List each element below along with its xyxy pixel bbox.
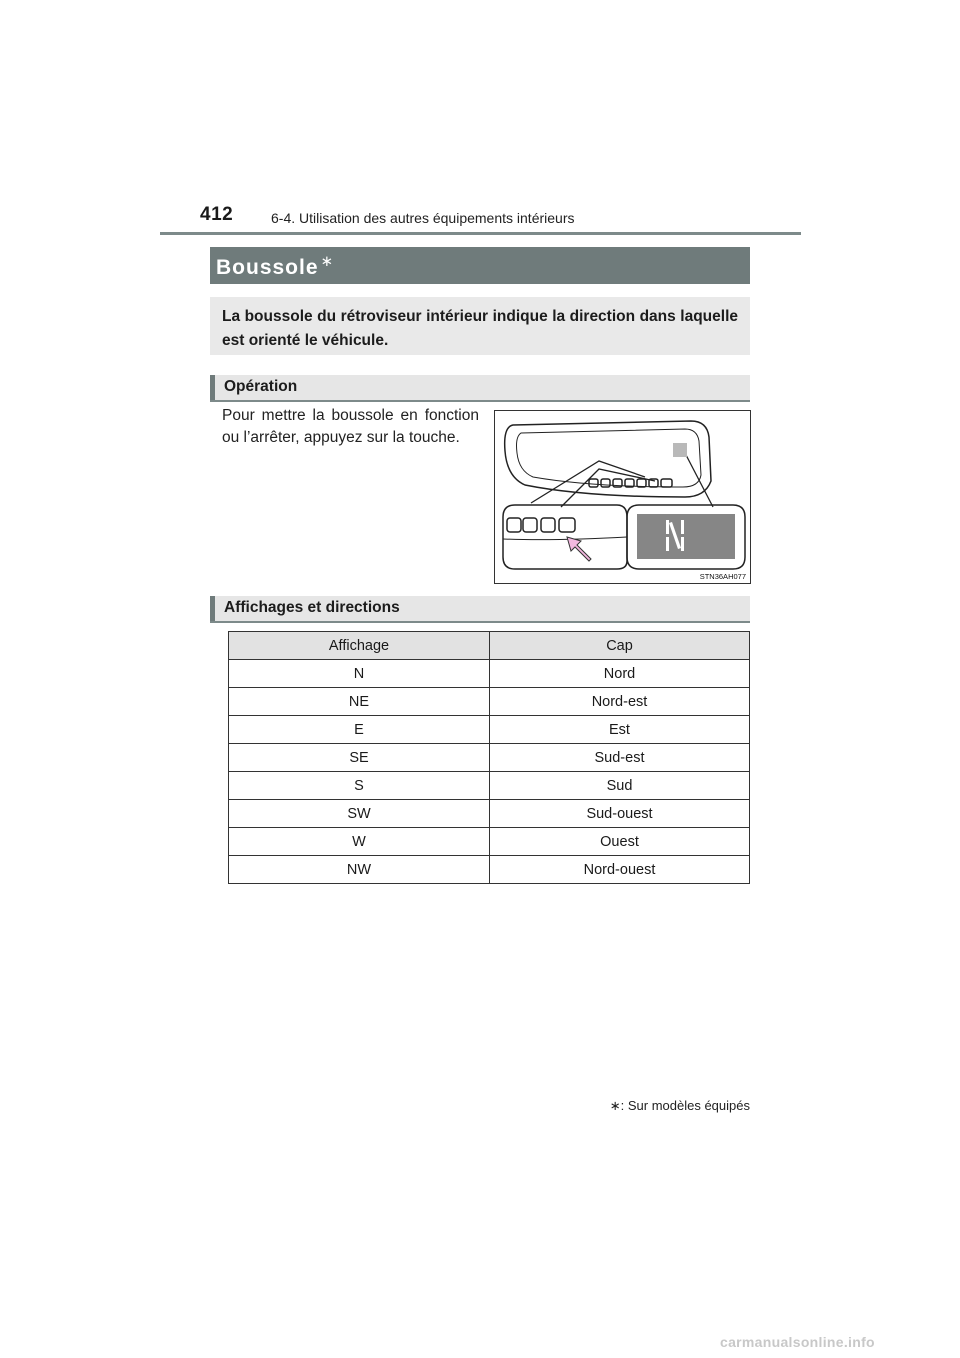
column-header-heading: Cap xyxy=(490,632,750,660)
intro-text: La boussole du rétroviseur intérieur indique la direction dans laquelle est orienté le véhicule. xyxy=(222,308,738,349)
table-header-row xyxy=(229,632,750,660)
subheading-directions-text: Affichages et directions xyxy=(224,599,400,616)
footnote-marker-icon: ∗ xyxy=(609,1098,621,1113)
subheading-operation xyxy=(210,375,750,402)
heading-cell: Nord xyxy=(490,660,750,688)
table-row xyxy=(229,856,750,884)
heading-cell: Sud-est xyxy=(490,744,750,772)
equipped-marker-icon: ∗ xyxy=(320,253,335,270)
display-cell: NW xyxy=(229,856,490,884)
table-row xyxy=(229,800,750,828)
intro-box xyxy=(210,297,750,355)
mirror-drawing xyxy=(495,411,750,583)
illustration-code: STN36AH077 xyxy=(699,572,746,581)
heading-cell: Ouest xyxy=(490,828,750,856)
heading-cell: Est xyxy=(490,716,750,744)
footnote-text: : Sur modèles équipés xyxy=(620,1098,750,1113)
section-path: 6-4. Utilisation des autres équipements intérieurs xyxy=(271,210,575,226)
directions-table xyxy=(228,631,750,884)
table-row xyxy=(229,772,750,800)
footnote xyxy=(600,1098,750,1114)
subheading-directions xyxy=(210,596,750,623)
display-cell: SW xyxy=(229,800,490,828)
table-row xyxy=(229,688,750,716)
display-cell: SE xyxy=(229,744,490,772)
page-number: 412 xyxy=(200,204,234,225)
header-rule xyxy=(160,232,801,235)
column-header-display: Affichage xyxy=(229,632,490,660)
section-title-text: Boussole xyxy=(216,256,319,279)
heading-cell: Sud xyxy=(490,772,750,800)
display-cell: NE xyxy=(229,688,490,716)
display-cell: E xyxy=(229,716,490,744)
table-row xyxy=(229,828,750,856)
mirror-illustration xyxy=(494,410,751,584)
display-cell: N xyxy=(229,660,490,688)
table-row xyxy=(229,660,750,688)
heading-cell: Nord-ouest xyxy=(490,856,750,884)
operation-text: Pour mettre la boussole en fonction ou l’arrêter, appuyez sur la touche. xyxy=(222,407,479,446)
watermark: carmanualsonline.info xyxy=(720,1334,875,1350)
heading-cell: Sud-ouest xyxy=(490,800,750,828)
display-cell: W xyxy=(229,828,490,856)
table-row xyxy=(229,744,750,772)
section-title-bar xyxy=(210,247,750,284)
display-cell: S xyxy=(229,772,490,800)
subheading-operation-text: Opération xyxy=(224,378,298,395)
heading-cell: Nord-est xyxy=(490,688,750,716)
table-row xyxy=(229,716,750,744)
section-title xyxy=(216,252,334,280)
